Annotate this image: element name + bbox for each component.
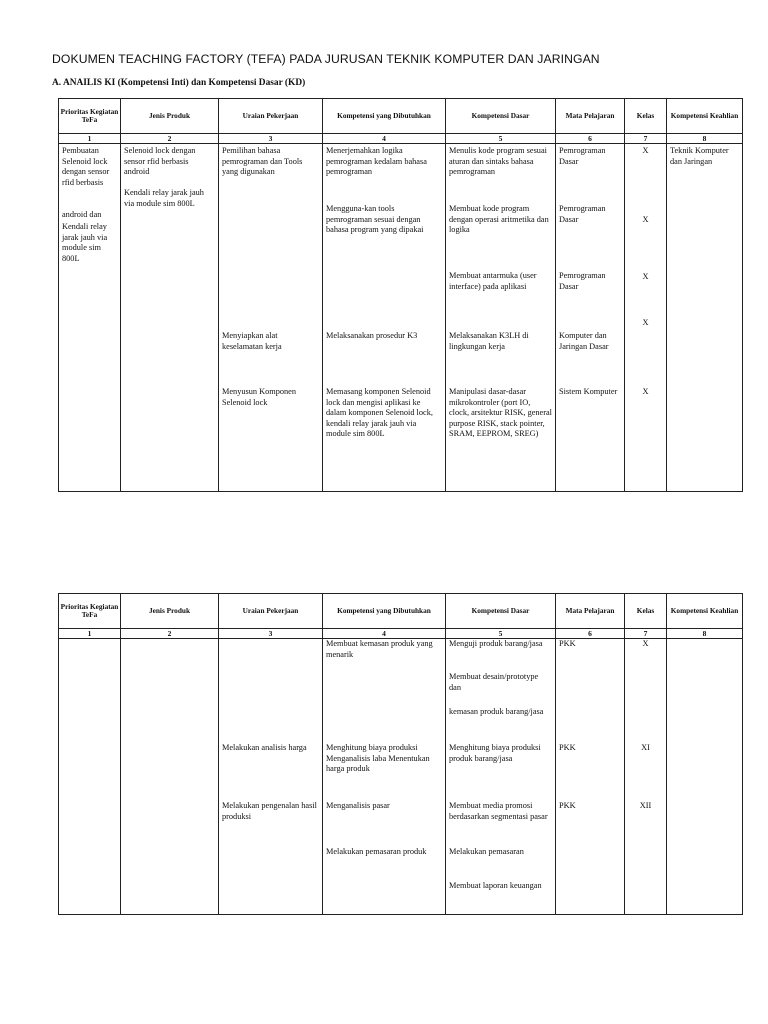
kd-table-1 [58, 98, 743, 492]
kelas-text: X [642, 146, 649, 155]
col-number: 3 [219, 134, 323, 144]
mapel-text: Pemrograman Dasar [559, 146, 606, 166]
col-header: Kompetensi Dasar [446, 594, 556, 629]
col-header: Prioritas Kegiatan TeFa [59, 99, 121, 134]
keahlian-cell [667, 144, 743, 492]
col-number: 7 [625, 629, 667, 639]
number-row [59, 134, 743, 144]
kd-text: Membuat laporan keuangan [449, 881, 542, 890]
kd-text: Menulis kode program sesuai aturan dan sintaks bahasa pemrograman [449, 146, 547, 176]
mapel-text: PKK [559, 639, 576, 648]
document-title: DOKUMEN TEACHING FACTORY (TEFA) PADA JURUSAN TEKNIK KOMPUTER DAN JARINGAN [52, 52, 600, 66]
kd-cell [446, 144, 556, 492]
uraian-text: Menyusun Komponen Selenoid lock [222, 387, 296, 407]
col-number: 2 [121, 629, 219, 639]
col-header: Kompetensi Keahlian [667, 99, 743, 134]
col-header: Kompetensi Dasar [446, 99, 556, 134]
prioritas-text: android dan [62, 210, 102, 219]
col-number: 1 [59, 134, 121, 144]
kelas-cell [625, 144, 667, 492]
col-header: Kompetensi Keahlian [667, 594, 743, 629]
kompetensi-text: Menganalisis pasar [326, 801, 390, 810]
kompetensi-text: Membuat kemasan produk yang menarik [326, 639, 433, 659]
col-number: 5 [446, 134, 556, 144]
kompetensi-cell [323, 639, 446, 915]
col-header: Kompetensi yang Dibutuhkan [323, 99, 446, 134]
uraian-cell [219, 639, 323, 915]
col-number: 4 [323, 629, 446, 639]
prioritas-text: Kendali relay jarak jauh via module sim 800L [62, 222, 108, 263]
jenis-produk-cell [121, 639, 219, 915]
kelas-text: X [642, 215, 649, 224]
col-number: 4 [323, 134, 446, 144]
kd-text: Melakukan pemasaran [449, 847, 524, 856]
kelas-text: X [642, 272, 649, 281]
kd-text: kemasan produk barang/jasa [449, 707, 544, 716]
header-row [59, 594, 743, 629]
kd-text: Membuat desain/prototype dan [449, 672, 539, 692]
section-title: A. ANAILIS KI (Kompetensi Inti) dan Kompetensi Dasar (KD) [52, 78, 306, 88]
mapel-cell [556, 144, 625, 492]
mapel-text: Pemrograman Dasar [559, 204, 606, 224]
number-row [59, 629, 743, 639]
kd-cell [446, 639, 556, 915]
prioritas-cell [59, 639, 121, 915]
kompetensi-text: Melaksanakan prosedur K3 [326, 331, 418, 340]
kompetensi-text: Menerjemahkan logika pemrograman kedalam bahasa pemrograman [326, 146, 427, 176]
kompetensi-text: Mengguna-kan tools pemrograman sesuai dengan bahasa program yang dipakai [326, 204, 424, 234]
col-number: 8 [667, 629, 743, 639]
kd-text: Membuat media promosi berdasarkan segmentasi pasar [449, 801, 548, 821]
kd-text: Menghitung biaya produksi produk barang/jasa [449, 743, 541, 763]
kelas-text: XI [641, 743, 650, 752]
kompetensi-text: Memasang komponen Selenoid lock dan mengisi aplikasi ke dalam komponen Selenoid lock, kendali relay jarak jauh via module sim 800L [326, 387, 433, 438]
header-row [59, 99, 743, 134]
prioritas-cell [59, 144, 121, 492]
kd-text: Manipulasi dasar-dasar mikrokontroler (port IO, clock, arsitektur RISK, general purpose RISK, stack pointer, SRAM, EEPROM, SREG) [449, 387, 552, 438]
col-number: 7 [625, 134, 667, 144]
kompetensi-cell [323, 144, 446, 492]
col-number: 3 [219, 629, 323, 639]
jenis-produk-text: Kendali relay jarak jauh via module sim 800L [124, 188, 204, 208]
kompetensi-text: Melakukan pemasaran produk [326, 847, 427, 856]
jenis-produk-cell [121, 144, 219, 492]
kelas-text: X [642, 639, 649, 648]
mapel-text: Komputer dan Jaringan Dasar [559, 331, 609, 351]
col-header: Kompetensi yang Dibutuhkan [323, 594, 446, 629]
col-number: 2 [121, 134, 219, 144]
col-number: 6 [556, 629, 625, 639]
col-header: Kelas [625, 594, 667, 629]
col-number: 5 [446, 629, 556, 639]
col-header: Jenis Produk [121, 99, 219, 134]
uraian-cell [219, 144, 323, 492]
uraian-text: Melakukan analisis harga [222, 743, 307, 752]
table-row [59, 144, 743, 492]
kd-table-2 [58, 593, 743, 915]
kelas-text: XII [639, 801, 652, 810]
uraian-text: Melakukan pengenalan hasil produksi [222, 801, 317, 821]
kd-text: Melaksanakan K3LH di lingkungan kerja [449, 331, 529, 351]
uraian-text: Pemilihan bahasa pemrograman dan Tools yang digunakan [222, 146, 303, 176]
mapel-cell [556, 639, 625, 915]
mapel-text: Pemrograman Dasar [559, 271, 606, 291]
col-number: 6 [556, 134, 625, 144]
col-header: Mata Pelajaran [556, 594, 625, 629]
kd-text: Menguji produk barang/jasa [449, 639, 543, 648]
keahlian-cell [667, 639, 743, 915]
col-header: Mata Pelajaran [556, 99, 625, 134]
table-row [59, 639, 743, 915]
kd-text: Membuat antarmuka (user interface) pada aplikasi [449, 271, 537, 291]
mapel-text: PKK [559, 743, 576, 752]
kelas-text: X [642, 318, 649, 327]
keahlian-text: Teknik Komputer dan Jaringan [670, 146, 729, 166]
prioritas-text: Pembuatan Selenoid lock dengan sensor rfid berbasis [62, 146, 110, 187]
mapel-text: Sistem Komputer [559, 387, 618, 396]
col-header: Kelas [625, 99, 667, 134]
kelas-cell [625, 639, 667, 915]
col-header: Uraian Pekerjaan [219, 594, 323, 629]
uraian-text: Menyiapkan alat keselamatan kerja [222, 331, 282, 351]
jenis-produk-text: Selenoid lock dengan sensor rfid berbasis android [124, 146, 196, 176]
col-number: 1 [59, 629, 121, 639]
col-header: Uraian Pekerjaan [219, 99, 323, 134]
kelas-text: X [642, 387, 649, 396]
col-header: Prioritas Kegiatan TeFa [59, 594, 121, 629]
col-header: Jenis Produk [121, 594, 219, 629]
kd-text: Membuat kode program dengan operasi aritmetika dan logika [449, 204, 549, 234]
mapel-text: PKK [559, 801, 576, 810]
col-number: 8 [667, 134, 743, 144]
kompetensi-text: Menghitung biaya produksi Menganalisis laba Menentukan harga produk [326, 743, 430, 773]
